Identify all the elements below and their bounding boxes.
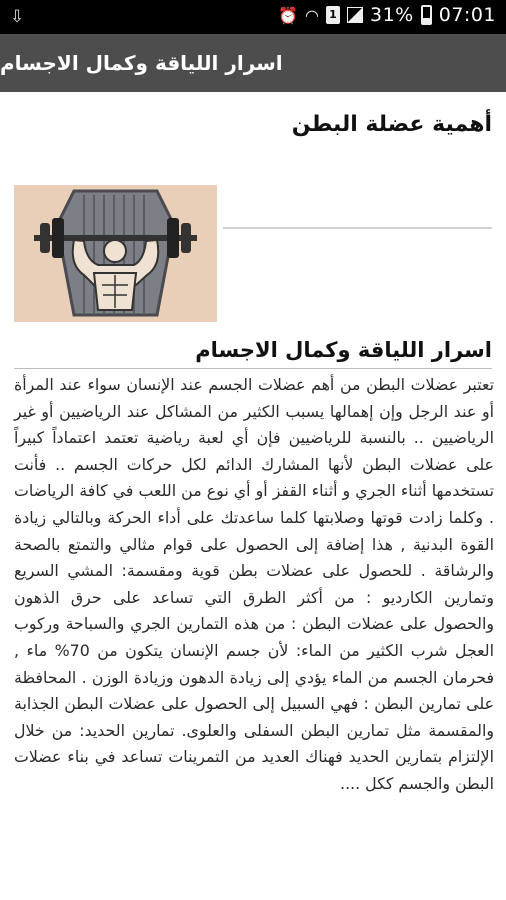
bodybuilder-illustration bbox=[14, 185, 217, 322]
status-time: 07:01 bbox=[438, 4, 496, 26]
battery-percent: 31% bbox=[370, 4, 414, 26]
status-icons bbox=[278, 4, 496, 26]
content[interactable] bbox=[0, 92, 506, 900]
title-divider bbox=[14, 368, 492, 369]
article-title: اسرار اللياقة وكمال الاجسام bbox=[195, 338, 492, 362]
sim-icon: 1 bbox=[326, 6, 340, 24]
article-body: تعتبر عضلات البطن من أهم عضلات الجسم عند الإنسان سواء عند المرأة أو عند الرجل وإن إهمالها يسبب الكثير من المشاكل عند الرياضيين أو غير الرياضيين .. بالنسبة للرياضيين فإن أي لعبة رياضية تعتمد اعتماداً كبيراً على عضلات البطن لأنها المشارك الدائم لكل حركات الجسم .. فأنت تستخدمها أثناء الجري و أثناء القفز أو أي نوع من اللعب في كافة الرياضات . وكلما زادت قوتها وصلابتها كلما ساعدتك على أداء الحركة وبالتالي زيادة القوة البدنية , هذا إضافة إلى الحصول على قوام مثالي والتمتع بالصحة والرشاقة . للحصول على عضلات بطن قوية ومقسمة: المشي السريع وتمارين الكارديو : من أكثر الطرق التي تساعد على حرق الذهون والحصول على عضلات البطن : من هذه التمارين الجري والسباحة وركوب العجل شرب الكثير من الماء: لأن جسم الإنسان يتكون من 70% ماء , فحرمان الجسم من الماء يؤدي إلى زيادة الدهون وزيادة الوزن . المحافظة على تمارين البطن : فهي السبيل إلى الحصول على عضلات البطن الجذابة والمقسمة مثل تمارين البطن السفلى والعلوى. تمارين الحديد: من خلال الإلتزام بتمارين الحديد فهناك العديد من التمرينات تساعد في بناء عضلات البطن والجسم ككل .... bbox=[14, 375, 495, 793]
status-bar bbox=[0, 0, 506, 34]
alarm-icon: ⏰ bbox=[278, 5, 299, 25]
wifi-icon: ◠ bbox=[305, 5, 319, 25]
app-bar bbox=[0, 34, 506, 92]
signal-icon bbox=[347, 7, 363, 23]
download-icon: ⇩ bbox=[10, 7, 25, 27]
divider bbox=[223, 227, 492, 229]
battery-icon bbox=[421, 5, 432, 25]
section-heading: أهمية عضلة البطن bbox=[291, 112, 492, 137]
app-title: اسرار اللياقة وكمال الاجسام bbox=[0, 51, 283, 75]
bodybuilder-icon bbox=[14, 185, 217, 322]
